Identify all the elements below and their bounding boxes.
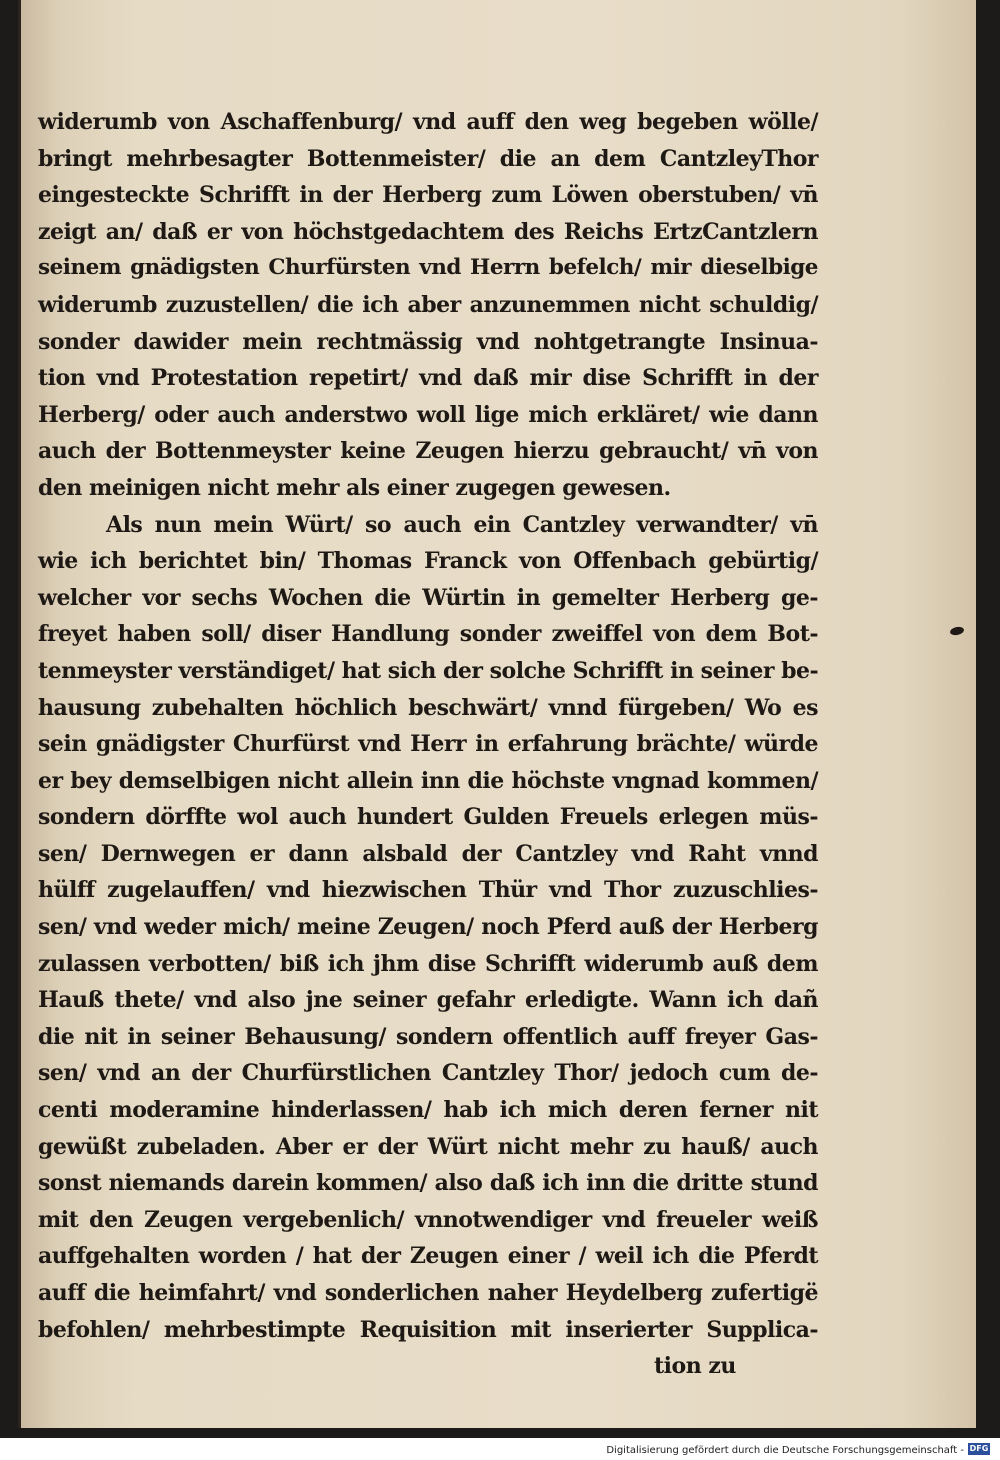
- funding-credit: Digitalisierung gefördert durch die Deutsche Forschungsgemeinschaft -: [606, 1445, 964, 1456]
- text-line: befohlen/ mehrbestimpte Requisition mit inserierter Supplica-: [38, 1316, 818, 1343]
- text-line: auch der Bottenmeyster keine Zeugen hierzu gebraucht/ vn̄ von: [38, 438, 818, 465]
- text-line: widerumb von Aschaffenburg/ vnd auff den weg begeben wölle/: [38, 109, 818, 135]
- catchword: tion zu: [654, 1353, 736, 1380]
- dfg-logo: DFG: [969, 1444, 989, 1453]
- text-line: auff die heimfahrt/ vnd sonderlichen naher Heydelberg zufertigë: [38, 1280, 818, 1306]
- text-line: Herberg/ oder auch anderstwo woll lige mich erkläret/ wie dann: [38, 401, 818, 428]
- text-line: eingesteckte Schrifft in der Herberg zum Löwen oberstuben/ vn̄: [38, 182, 818, 209]
- page-text-block: [38, 104, 818, 1385]
- text-line: sonder dawider mein rechtmässig vnd nohtgetrangte Insinua-: [38, 328, 818, 355]
- text-line: widerumb zuzustellen/ die ich aber anzunemmen nicht schuldig/: [38, 291, 818, 318]
- text-line-paragraph-end: den meinigen nicht mehr als einer zugegen gewesen.: [38, 474, 671, 501]
- text-line: auffgehalten worden / hat der Zeugen einer / weil ich die Pferdt: [38, 1243, 818, 1270]
- text-line: zeigt an/ daß er von höchstgedachtem des Reichs ErtzCantzlern: [38, 218, 818, 245]
- text-line: sen/ Dernwegen er dann alsbald der Cantzley vnd Raht vnnd: [38, 840, 818, 867]
- text-line: hausung zubehalten höchlich beschwärt/ vnnd fürgeben/ Wo es: [38, 694, 818, 721]
- text-line: seinem gnädigsten Churfürsten vnd Herrn befelch/ mir dieselbige: [38, 255, 818, 281]
- text-line: centi moderamine hinderlassen/ hab ich mich deren ferner nit: [38, 1097, 818, 1124]
- text-line: freyet haben soll/ diser Handlung sonder zweiffel von dem Bot-: [38, 621, 818, 648]
- text-line: sen/ vnd an der Churfürstlichen Cantzley Thor/ jedoch cum de-: [38, 1060, 818, 1087]
- text-line: zulassen verbotten/ biß ich jhm dise Schrifft widerumb auß dem: [38, 950, 818, 977]
- text-line: Hauß thete/ vnd also jne seiner gefahr erledigte. Wann ich dañ: [38, 987, 818, 1014]
- text-line: sondern dörffte wol auch hundert Gulden Freuels erlegen müs-: [38, 804, 818, 831]
- text-line: sen/ vnd weder mich/ meine Zeugen/ noch Pferd auß der Herberg: [38, 914, 818, 941]
- text-line: gewüßt zubeladen. Aber er der Würt nicht mehr zu hauß/ auch: [38, 1133, 818, 1160]
- text-line: hülff zugelauffen/ vnd hiezwischen Thür vnd Thor zuzuschlies-: [38, 877, 818, 904]
- text-line: sein gnädigster Churfürst vnd Herr in erfahrung brächte/ würde: [38, 731, 818, 758]
- text-line: welcher vor sechs Wochen die Würtin in gemelter Herberg ge-: [38, 584, 818, 611]
- text-line: sonst niemands darein kommen/ also daß ich inn die dritte stund: [38, 1170, 818, 1197]
- text-line: die nit in seiner Behausung/ sondern offentlich auff freyer Gas-: [38, 1023, 818, 1050]
- text-line: bringt mehrbesagter Bottenmeister/ die an dem CantzleyThor: [38, 145, 818, 172]
- text-line: tion vnd Protestation repetirt/ vnd daß mir dise Schrifft in der: [38, 365, 818, 392]
- text-line: mit den Zeugen vergebenlich/ vnnotwendiger vnd freueler weiß: [38, 1206, 818, 1233]
- text-line-paragraph-start: Als nun mein Würt/ so auch ein Cantzley verwandter/ vn̄: [106, 511, 818, 538]
- text-line: tenmeyster verständiget/ hat sich der solche Schrifft in seiner be-: [38, 657, 819, 684]
- text-line: er bey demselbigen nicht allein inn die höchste vngnad kommen/: [38, 767, 818, 794]
- text-line: wie ich berichtet bin/ Thomas Franck von Offenbach gebürtig/: [38, 548, 818, 575]
